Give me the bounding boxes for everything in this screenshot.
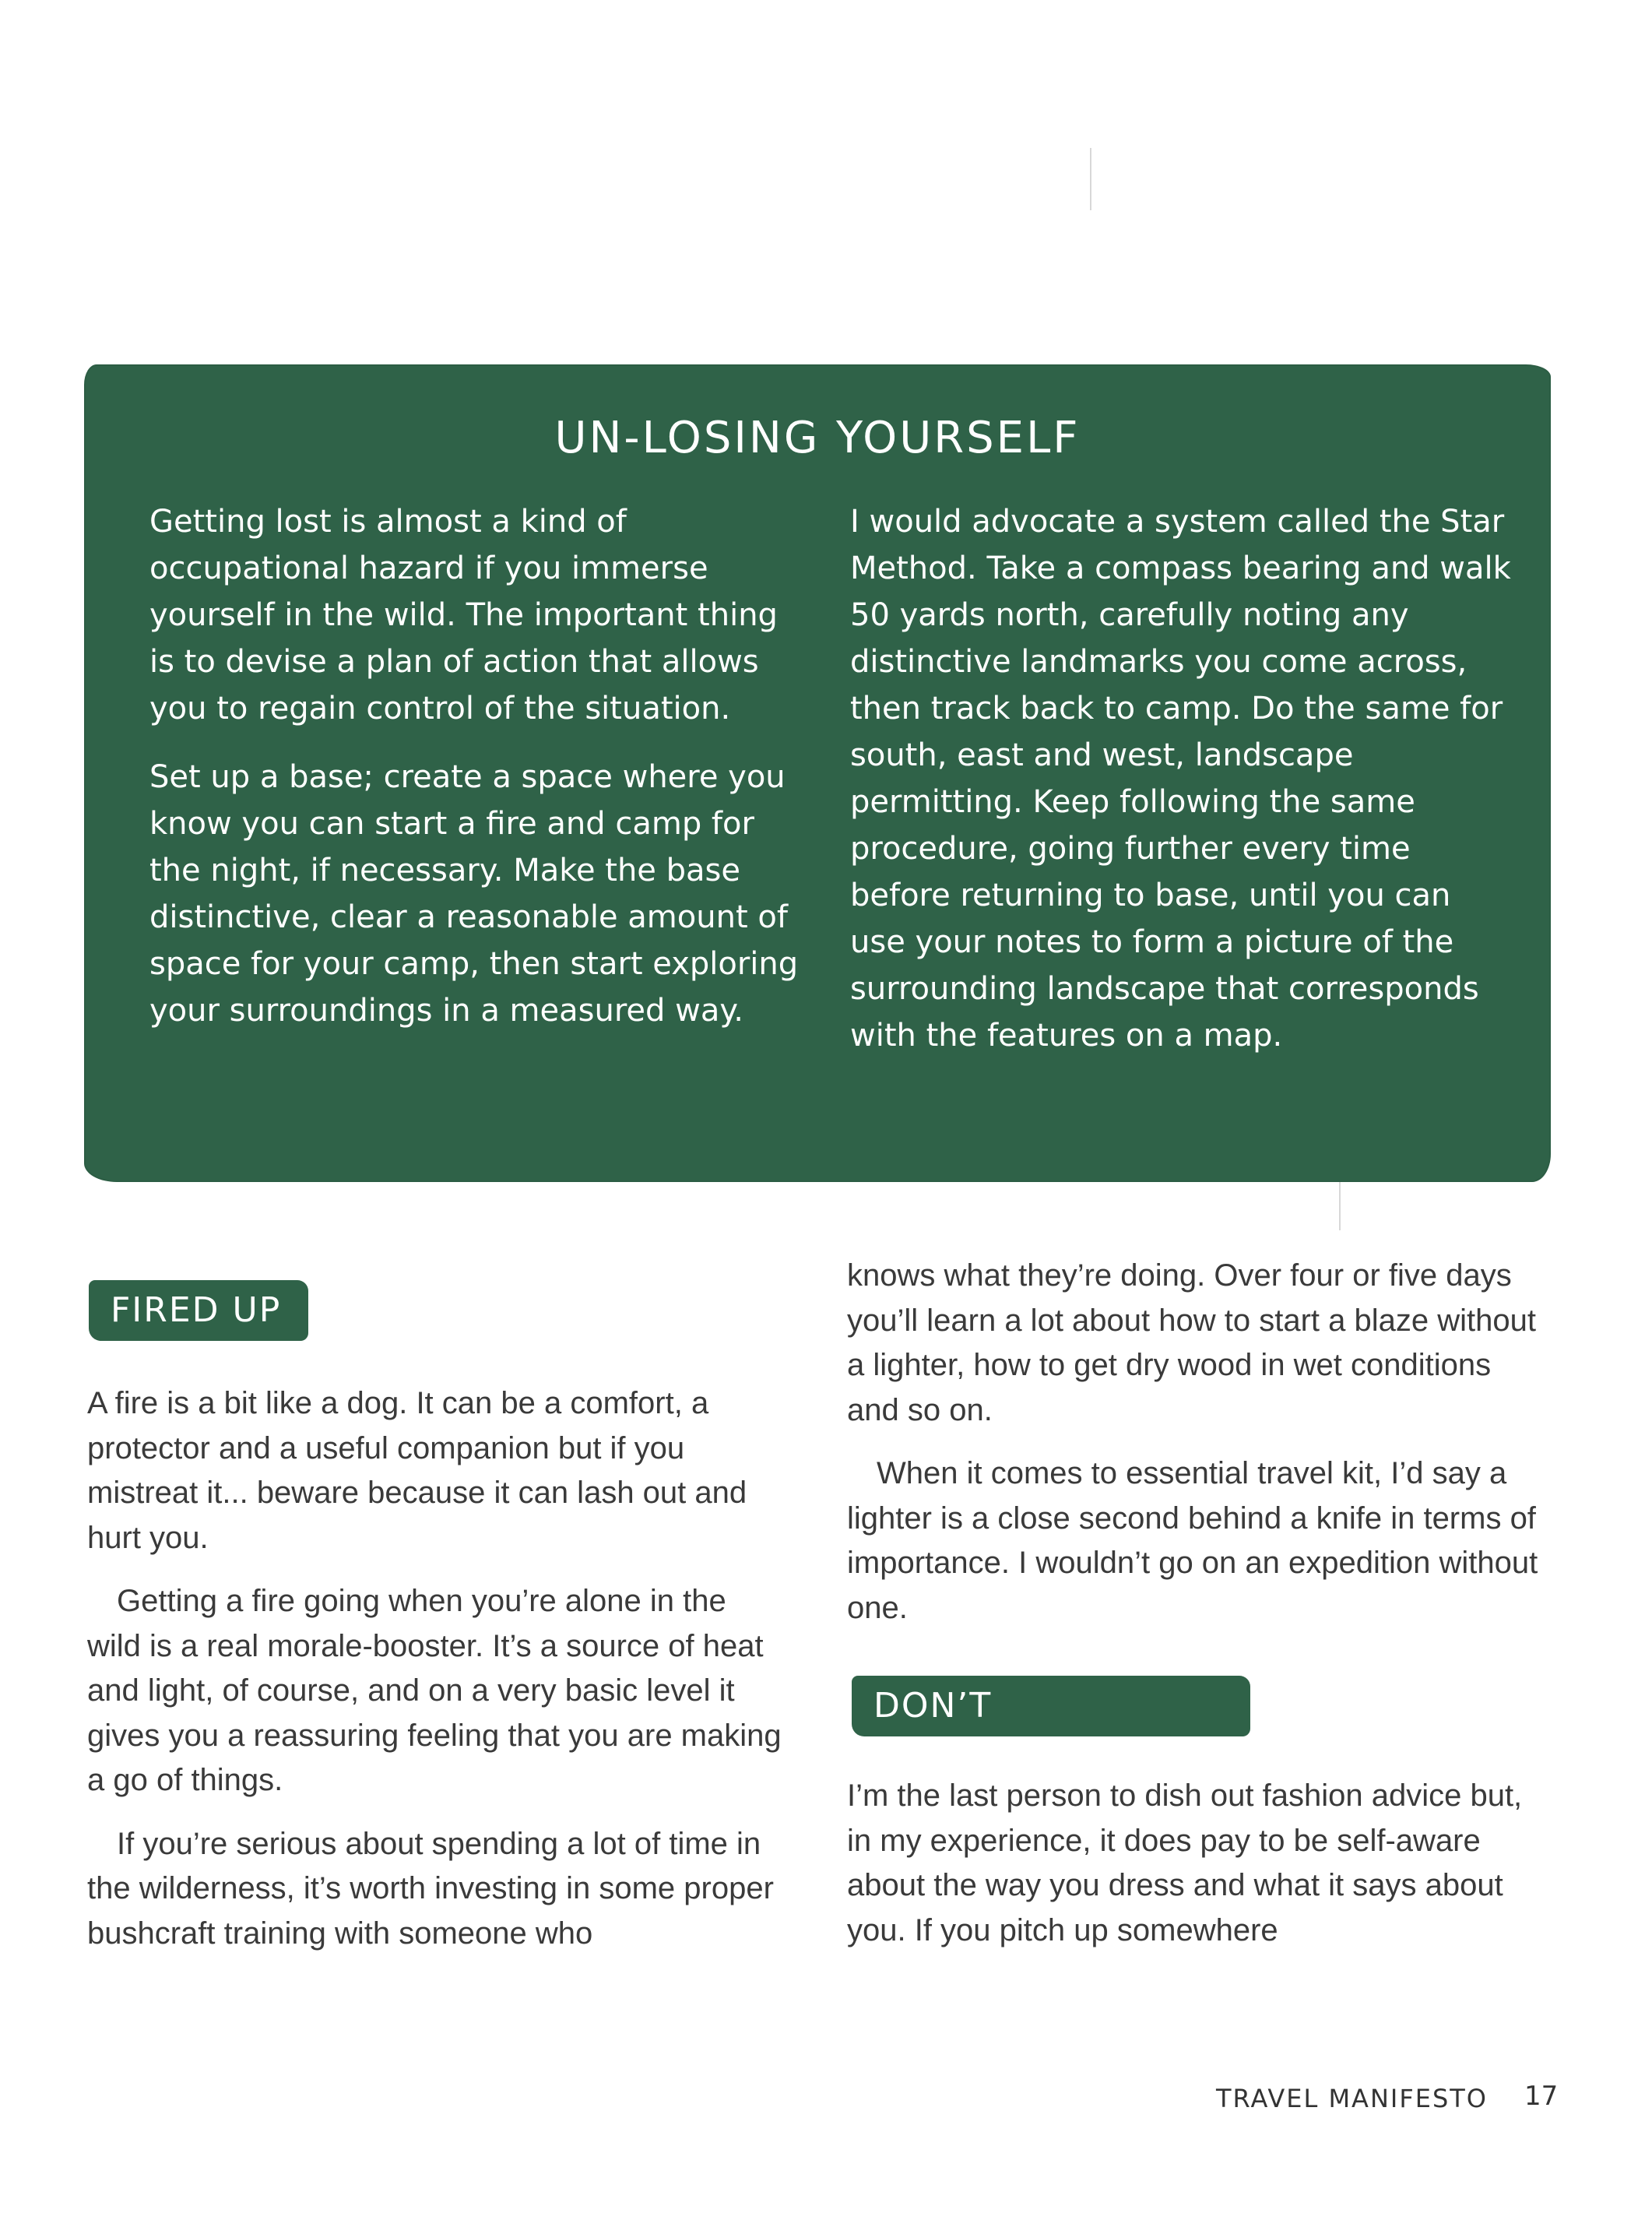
scan-mark xyxy=(1090,148,1091,210)
fired-up-column xyxy=(87,1381,788,1975)
fired-up-continued-column xyxy=(847,1254,1548,1649)
page-number: 17 xyxy=(1524,2081,1559,2112)
box-left-column xyxy=(149,498,811,1056)
dont-overdress-column xyxy=(847,1774,1548,1972)
box-right-column xyxy=(850,498,1512,1081)
box-paragraph: Set up a base; create a space where you know you can start a fire and camp for the night, if necessary. Make the base distinctive, clear a reasonable amount of space for your camp, then start exploring your surroundings in a measured way. xyxy=(149,759,799,1029)
box-paragraph: I would advocate a system called the Star Method. Take a compass bearing and walk 50 yards north, carefully noting any distinctive landmarks you come across, then track back to camp. Do the same for south, east and west, landscape permitting. Keep following the same procedure, going further every time before returning to base, until you can use your notes to form a picture of the surrounding landscape that corresponds with the features on a map. xyxy=(850,504,1511,1054)
dont-overdress-heading: DON’T OVERDRESS xyxy=(852,1676,1250,1736)
un-losing-yourself-box xyxy=(86,366,1549,1180)
body-paragraph: If you’re serious about spending a lot of time in the wilderness, it’s worth investing in some proper bushcraft training with someone who xyxy=(87,1826,774,1951)
box-title: UN-LOSING YOURSELF xyxy=(554,413,1081,463)
body-paragraph: I’m the last person to dish out fashion advice but, in my experience, it does pay to be self-aware about the way you dress and what it says about you. If you pitch up somewhere xyxy=(847,1778,1523,1947)
body-paragraph: Getting a fire going when you’re alone in the wild is a real morale-booster. It’s a source of heat and light, of course, and on a very basic level it gives you a reassuring feeling that you are making a go of things. xyxy=(87,1584,782,1797)
box-paragraph: Getting lost is almost a kind of occupational hazard if you immerse yourself in the wild. The important thing is to devise a plan of action that allows you to regain control of the situation. xyxy=(149,504,778,727)
body-paragraph: When it comes to essential travel kit, I’d say a lighter is a close second behind a knife in terms of importance. I wouldn’t go on an expedition without one. xyxy=(847,1456,1538,1625)
running-footer-title: TRAVEL MANIFESTO xyxy=(1216,2084,1488,2113)
fired-up-heading: FIRED UP xyxy=(89,1280,308,1341)
body-paragraph: knows what they’re doing. Over four or five days you’ll learn a lot about how to start a blaze without a lighter, how to get dry wood in wet conditions and so on. xyxy=(847,1258,1536,1427)
body-paragraph: A fire is a bit like a dog. It can be a comfort, a protector and a useful companion but if you mistreat it... beware because it can lash out and hurt you. xyxy=(87,1386,747,1555)
